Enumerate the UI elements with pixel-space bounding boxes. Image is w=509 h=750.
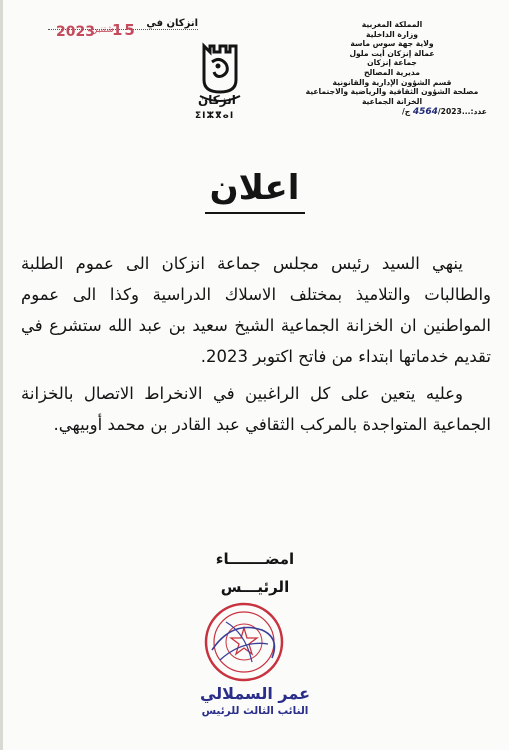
page-edge [0,0,3,750]
date-month: شتنبر [93,25,114,35]
signature-label: امضـــــــاء [215,550,295,568]
logo-arabic-text: انزكان [198,93,236,107]
body-paragraph: وعليه يتعين على كل الراغبين في الانخراط الاتصال بالخزانة الجماعية المتواجدة بالمركب الثقافي عبد القادر بن محمد أوبيهي. [21,384,491,434]
body-paragraph: ينهي السيد رئيس مجلس جماعة انزكان الى عموم الطلبة والطالبات والتلاميذ بمختلف الاسلاك الدراسية وكذا الى عموم المواطنين ان الخزانة الجماعية الشيخ سعيد بن عبد الله ستشرع في تقديم خدماتها ابتداء من فاتح اكتوبر 2023. [21,254,491,366]
city-label: انزكان في [146,18,198,29]
admin-line: الخزانة الجماعية [361,96,423,106]
logo-tifinagh-text: ⵉⵏⵣⴳⴰⵏ [195,111,235,121]
admin-line: مصلحة الشؤون الثقافية والرياضية والاجتماعية [305,87,479,97]
admin-line: عمالة إنزكان أيت ملول [349,48,435,58]
official-stamp-icon [202,600,286,684]
title-underline [205,212,305,214]
date-block [48,18,198,44]
admin-line: المملكة المغربية [361,20,423,29]
announcement-title: اعلان [209,168,300,208]
signer-name: عمر السملالي [199,684,311,703]
admin-line: جماعة إنزكان [367,58,417,68]
date-day: 15 [112,21,137,39]
admin-line: مديرية المصالح [364,67,420,77]
announcement-body [21,248,491,440]
admin-line: قسم الشؤون الإدارية والقانونية [332,77,452,87]
administration-header [297,20,487,118]
admin-line: وزارة الداخلية [366,29,418,39]
ref-suffix: /2023 ج/ [401,107,462,117]
inezgane-logo-icon [190,40,250,122]
president-label: الرئيـــس [220,578,290,596]
ref-number: 4564 [412,107,438,118]
date-year: 2023 [56,24,95,40]
ref-prefix: عدد:... [461,107,487,117]
admin-line: ولاية جهة سوس ماسة [350,39,434,49]
reference-number [297,107,487,118]
signer-role: النائب الثالث للرئيس [201,705,309,717]
